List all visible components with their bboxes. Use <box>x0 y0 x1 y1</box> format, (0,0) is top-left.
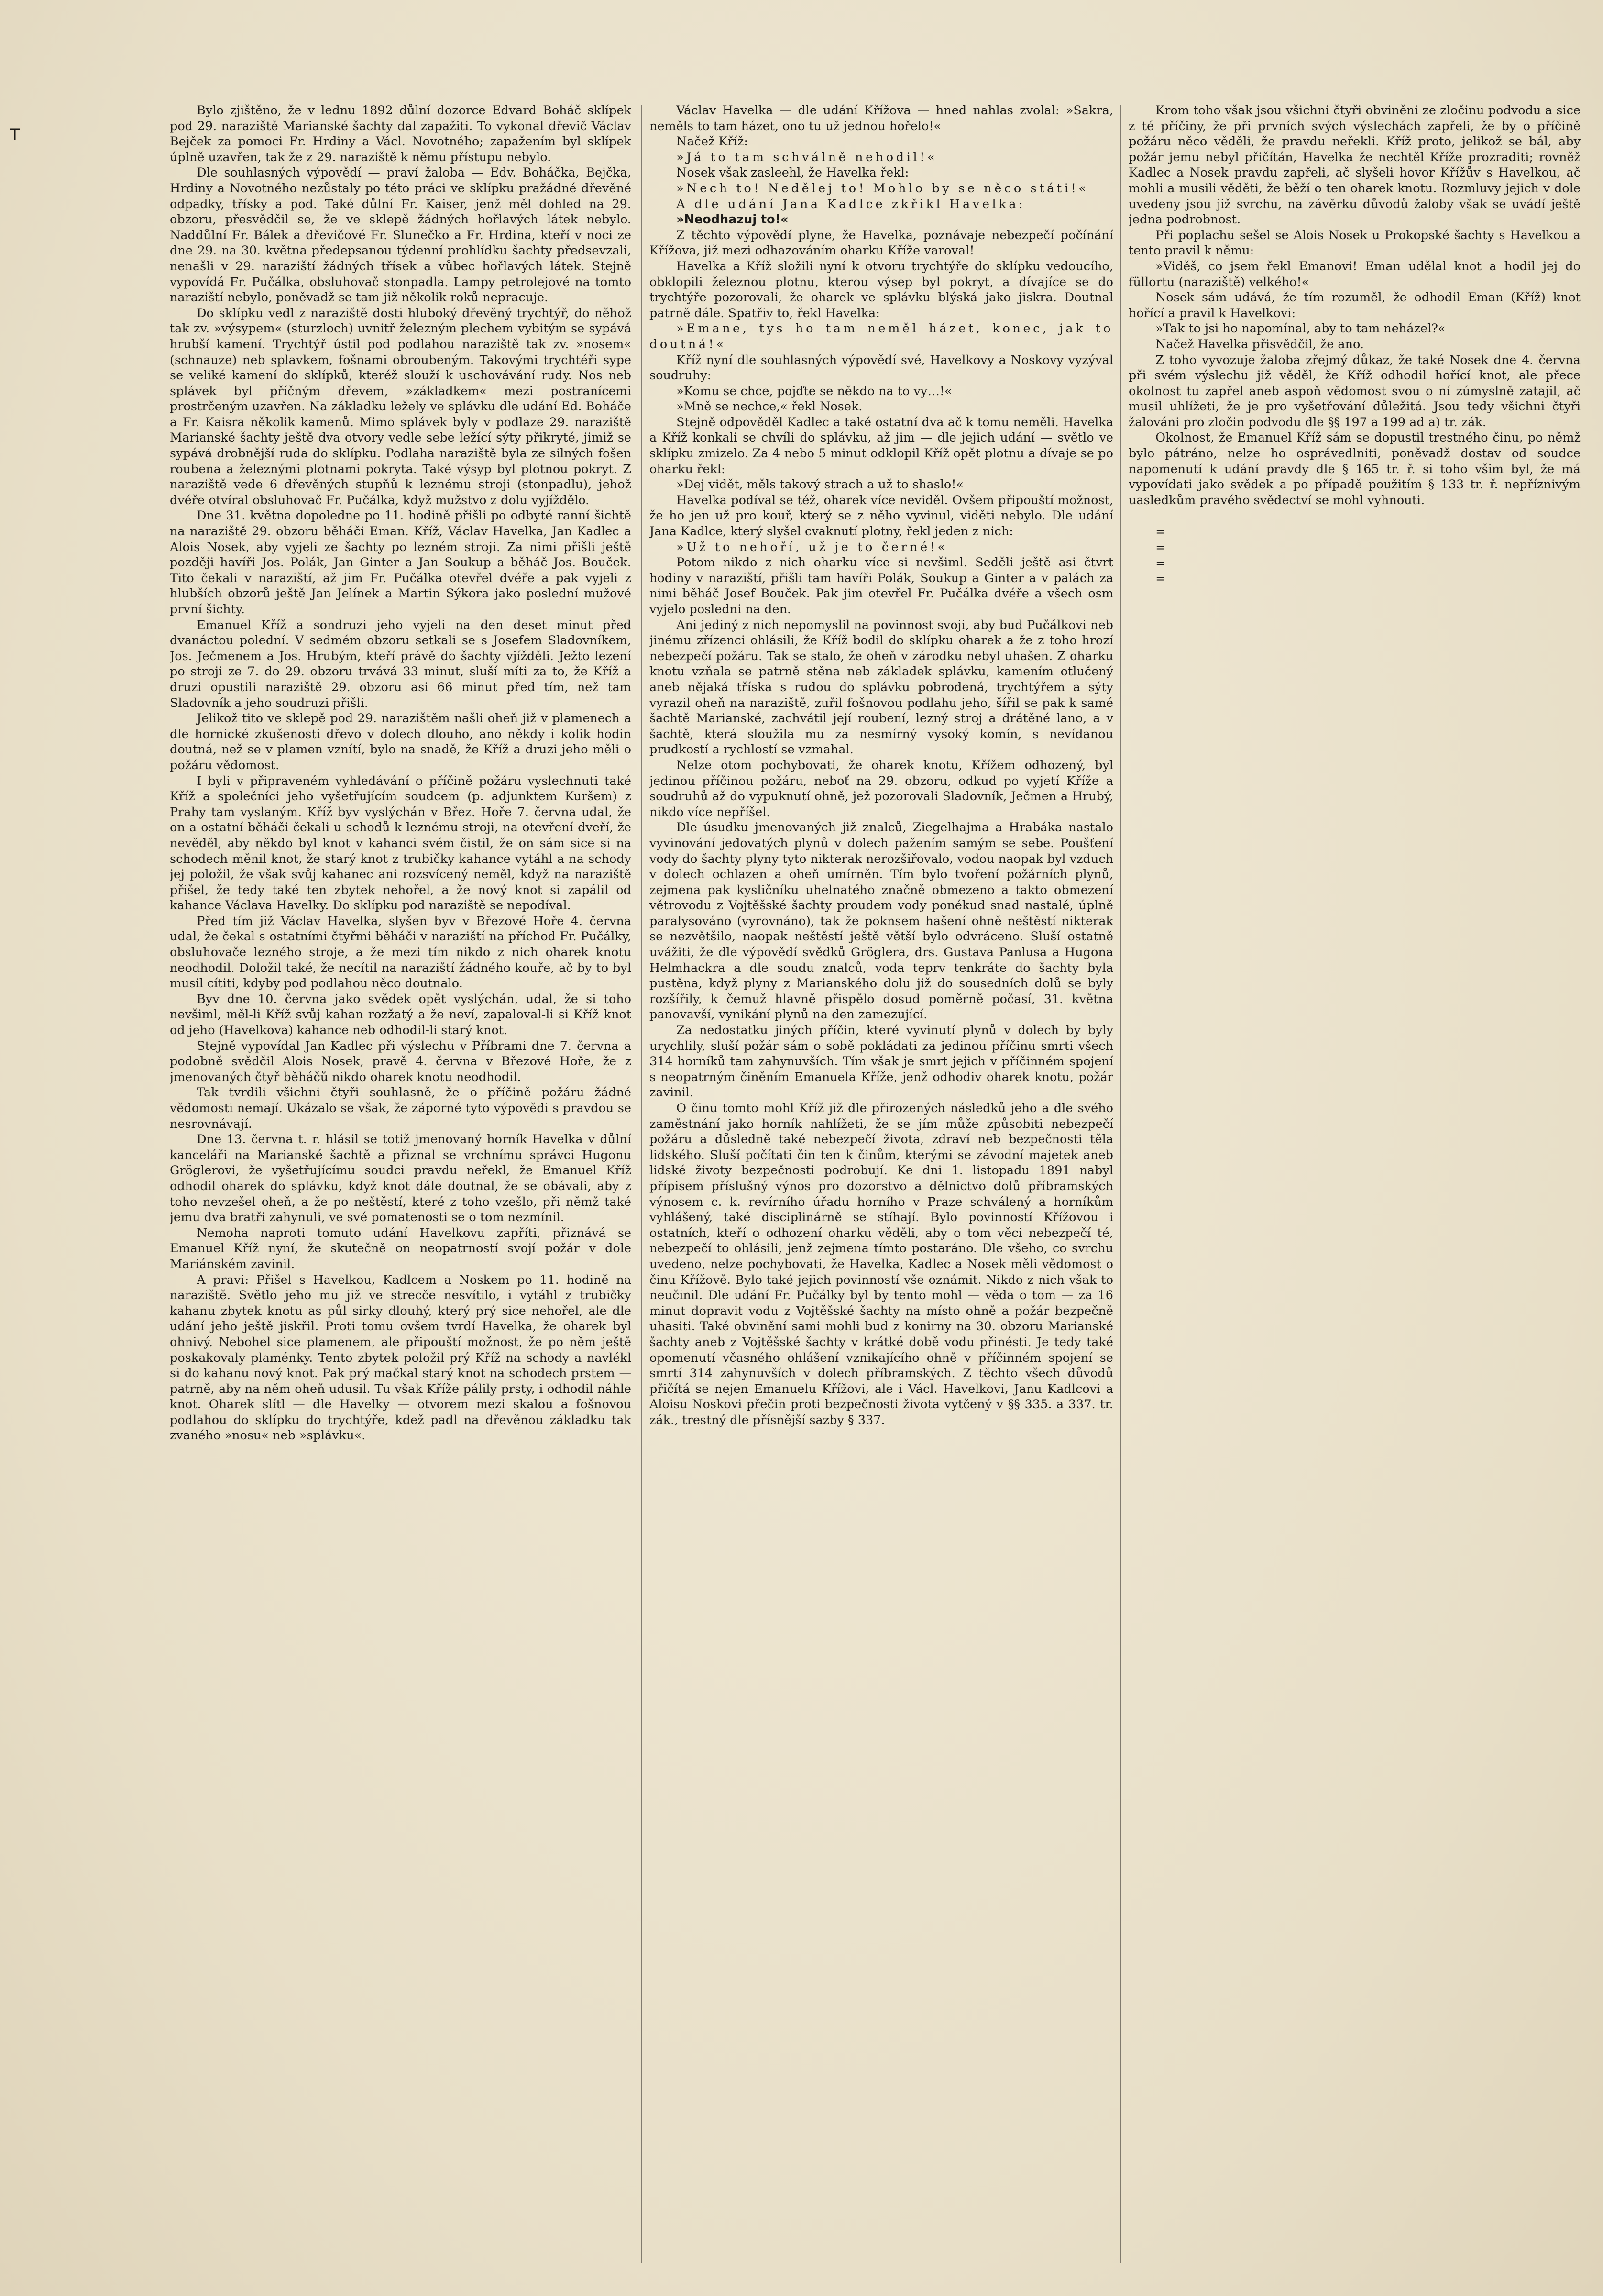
article-paragraph: Jelikož tito ve sklepě pod 29. narazištěm našli oheň již v plamenech a dle hornické zkušenosti dřevo v dolech dlouho, ano někdy i kolik hodin doutná, než se v plamen vznítí, bylo na snadě, že Kříž a druzi jeho měli o požáru vědomost. <box>170 711 631 773</box>
section-divider <box>1129 511 1581 512</box>
column-rule <box>1120 105 1121 2263</box>
quote-line: Nosek však zasleehl, že Havelka řekl: <box>676 166 909 180</box>
quote-line: »Už to nehoří, už je to černé!« <box>676 540 948 554</box>
article-paragraph: I byli v připraveném vyhledávání o příčině požáru vyslechnuti také Kříž a společníci jeho vyšetřujícím soudcem (p. adjunktem Kuršem) z Prahy tam vyslaným. Kříž byv vyslýchán v Břez. Hoře 7. června udal, že on a ostatní běháči čekali u schodů k leznému stroji, na otevření dveří, že nevěděl, aby někdo byl knot v kahanci svém čistil, že on sám sice si na schodech měnil knot, že starý knot z trubičky kahance vytáhl a na schody jej položil, že však svůj kahanec ani rozsvícený neměl, když na naraziště přišel, že tedy také ten zbytek nehořel, a že nový knot si zapálil od kahance Václava Havelky. Do sklípku pod naraziště se nepodíval. <box>170 773 631 913</box>
article-paragraph: Potom nikdo z nich oharku více si nevšiml. Seděli ještě asi čtvrt hodiny v naraziští, přišli tam havíři Polák, Soukup a Ginter a v palách za nimi běháč Josef Bouček. Pak jim otevřel Fr. Pučálka dvéře a všech osm vyjelo posledni na den. <box>649 555 1113 617</box>
news-item: = <box>1155 572 1166 586</box>
column-1 <box>170 103 631 2265</box>
article-paragraph: Havelka podíval se též, oharek více neviděl. Ovšem připouští možnost, že ho jen už pro kouř, který se z něho vyvinul, viděti nebylo. Dle udání Jana Kadlce, který slyšel cvaknutí plotny, řekl jeden z nich: <box>649 493 1113 539</box>
article-paragraph: Bylo zjištěno, že v lednu 1892 důlní dozorce Edvard Boháč sklípek pod 29. naraziště Marianské šachty dal zapažiti. To vykonal dřevič Václav Bejček za pomoci Fr. Hrdiny a Václ. Novotného; zapažením byl sklípek úplně uzavřen, tak že z 29. naraziště k němu přístupu nebylo. <box>170 103 631 165</box>
news-item: = <box>1155 525 1166 540</box>
article-paragraph: Krom toho však jsou všichni čtyři obviněni ze zločinu podvodu a sice z té příčiny, že při prvních svých výslechách zapřeli, že by o příčině požáru něco věděli, že pravdu neřekli. Kříž proto, jelikož se bál, aby požár jemu nebyl přičítán, Havelka že nechtěl Kříže prozraditi; rovněž Kadlec a Nosek pravdu zapřeli, ač slyšeli hovor Křížův s Havelkou, ač mohli a musili věděti, že běží o ten oharek knotu. Rozmluvy jejich v dole uvedeny jsou již svrchu, na závěrku důvodů žaloby však se uvádí ještě jedna podrobnost. <box>1129 103 1581 227</box>
quote-line: »Tak to jsi ho napomínal, aby to tam neházel?« <box>1155 321 1446 336</box>
news-item: = <box>1155 556 1166 571</box>
quote-line: »Komu se chce, pojďte se někdo na to vy…!« <box>676 384 952 398</box>
article-paragraph: Okolnost, že Emanuel Kříž sám se dopustil trestného činu, po němž bylo pátráno, nelze ho osprávedlniti, poněvadž dostav od soudce napomenutí k udání pravdy dle § 165 tr. ř. si toho všim byl, že má vypovídati jako svědek a po případě použitím § 133 tr. ř. nepříznivým uasledkům pravého svědectví se mohl vyhnouti. <box>1129 430 1581 508</box>
article-paragraph: Dle souhlasných výpovědí — praví žaloba — Edv. Boháčka, Bejčka, Hrdiny a Novotného nezůstaly po této práci ve sklípku pražádné dřevěné odpadky, třísky a pod. Také důlní Fr. Kaiser, jenž měl dohled na 29. obzoru, přesvědčil se, že ve sklepě žádných hořlavých látek nebylo. Naddůlní Fr. Bálek a dřevičové Fr. Slunečko a Fr. Hrdina, kteří v noci ze dne 29. na 30. května předepsanou týdenní prohlídku šachty předsevzali, nenašli v 29. naraziští žádných třísek a vůbec hořlavých látek. Stejně vypovídá Fr. Pučálka, obsluhovač stonpadla. Lampy petrolejové na tomto naraziští nebylo, poněvadž se tam již několik roků nepracuje. <box>170 166 631 305</box>
article-paragraph: Z toho vyvozuje žaloba zřejmý důkaz, že také Nosek dne 4. června při svém výslechu již věděl, že Kříž odhodil hořící knot, ale přece okolnost tu zapřel aneb aspoň vědomost svou o ní zúmyslně zatajil, ač musil uhlížeti, že je pro vyšetřování důležitá. Jsou tedy všichni čtyři žalováni pro zločin podvodu dle §§ 197 a 199 ad a) tr. zák. <box>1129 353 1581 430</box>
article-paragraph: Havelka a Kříž složili nyní k otvoru trychtýře do sklípku vedoucího, obklopili železnou plotnu, kterou výsep byl pokryt, a dívajíce se do trychtýře pozorovali, že oharek ve splávku blýská jako jiskra. Doutnal patrně dále. Spatřiv to, řekl Havelka: <box>649 259 1113 320</box>
quote-line: »Emane, tys ho tam neměl házet, konec, jak to doutná!« <box>649 321 1113 352</box>
article-paragraph: Při poplachu sešel se Alois Nosek u Prokopské šachty s Havelkou a tento pravil k němu: <box>1129 228 1581 258</box>
article-paragraph: Ani jediný z nich nepomyslil na povinnost svoji, aby bud Pučálkovi neb jinému zřízenci ohlásili, že Kříž bodil do sklípku oharek a že z toho hrozí nebezpečí požáru. Tak se stalo, že oheň v zárodku nebyl uhašen. Z oharku knotu vzňala se patrně stěna neb základek splávku, kamením otlučený aneb nějaká tříska s rudou do splávku pobrodená, trychtýřem a sýty vyrazil oheň na naraziště, zuřil fošnovou podlahu jeho, šířil se pak k samé šachtě Marianské, zachvátil její roubení, lezný stroj a drátěné lano, a v šachtě, která sloužila mu za nesmírný vysoký komín, s nevídanou prudkostí a rychlostí se vzmahal. <box>649 618 1113 757</box>
article-paragraph: Nemoha naproti tomuto udání Havelkovu zapříti, přiznává se Emanuel Kříž nyní, že skutečně on neopatrností svojí požár v dole Mariánském zavinil. <box>170 1225 631 1271</box>
section-divider <box>1129 520 1581 521</box>
quote-line: »Nech to! Nedělej to! Mohlo by se něco státi!« <box>676 181 1089 196</box>
quote-line: »Mně se nechce,« řekl Nosek. <box>676 399 863 414</box>
column-3 <box>1129 103 1581 2265</box>
article-paragraph: Byv dne 10. června jako svědek opět vyslýchán, udal, že si toho nevšiml, měl-li Kříž svůj kahan rozžatý a že neví, zapaloval-li si Kříž knot od jeho (Havelkova) kahance neb odhodil-li starý knot. <box>170 992 631 1038</box>
article-paragraph: Nelze otom pochybovati, že oharek knotu, Křížem odhozený, byl jedinou příčinou požáru, neboť na 29. obzoru, odkud po vyjetí Kříže a soudruhů až do vypuknutí ohně, jež pozorovali Sladovník, Ječmen a Hrubý, nikdo více nepříšel. <box>649 758 1113 819</box>
quote-line: Načež Kříž: <box>676 134 748 149</box>
quote-line: »Viděš, co jsem řekl Emanovi! Eman udělal knot a hodil jej do füllortu (naraziště) velkého!« <box>1129 259 1581 289</box>
article-paragraph: Nosek sám udává, že tím rozuměl, že odhodil Eman (Kříž) knot hořící a pravil k Havelkovi: <box>1129 290 1581 320</box>
article-paragraph: Václav Havelka — dle udání Křížova — hned nahlas zvolal: »Sakra, neměls to tam házet, ono tu už jednou hořelo!« <box>649 103 1113 133</box>
news-item: = <box>1155 541 1166 555</box>
article-paragraph: Načež Havelka přisvědčil, že ano. <box>1155 337 1364 352</box>
article-paragraph: Emanuel Kříž a sondruzi jeho vyjeli na den deset minut před dvanáctou polední. V sedmém obzoru setkali se s Josefem Sladovníkem, Jos. Ječmenem a Jos. Hrubým, kteří právě do šachty vjížděli. Ježto lezení po stroji ze 7. do 29. obzoru trvává 33 minut, sluší míti za to, že Kříž a druzi opustili naraziště 29. obzoru asi 66 minut před tím, než tam Sladovník a jeho soudruzi přišli. <box>170 618 631 710</box>
article-paragraph: Z těchto výpovědí plyne, že Havelka, poznávaje nebezpečí počínání Křížova, již mezi odhazováním oharku Kříže varoval! <box>649 228 1113 258</box>
article-paragraph: Dne 31. května dopoledne po 11. hodině přišli po odbyté ranní šichtě na naraziště 29. obzoru běháči Eman. Kříž, Václav Havelka, Jan Kadlec a Alois Nosek, aby vyjeli ze šachty po lezném stroji. Za nimi přišli ještě později havíři Jos. Polák, Jan Ginter a Jan Soukup a běháč Jos. Bouček. Tito čekali v naraziští, až jim Fr. Pučálka otevřel dvéře a pak vyjeli z hlubších obzorů ještě Jan Jelínek a Martin Sýkora jako poslední mužové první šichty. <box>170 508 631 617</box>
margin-mark-icon <box>9 128 21 141</box>
article-paragraph: Stejně vypovídal Jan Kadlec při výslechu v Příbrami dne 7. června a podobně svědčil Alois Nosek, pravě 4. června v Březové Hoře, že z jmenovaných čtyř běháčů nikdo oharek knotu neodhodil. <box>170 1038 631 1084</box>
article-paragraph: Před tím již Václav Havelka, slyšen byv v Březové Hoře 4. června udal, že čekal s ostatními čtyřmi běháči v naraziští na příchod Fr. Pučálky, obsluhovače lezného stroje, a že mezi tím nikdo z nich oharek knotu neodhodil. Doložil také, že necítil na naraziští žádného kouře, ač by to byl musil cítiti, kdyby pod podlahou něco doutnalo. <box>170 914 631 991</box>
quote-line: A dle udání Jana Kadlce zkřikl Havelka: <box>676 197 1026 211</box>
quote-line: »Neodhazuj to!« <box>676 212 789 227</box>
article-paragraph: Dle úsudku jmenovaných již znalců, Ziegelhajma a Hrabáka nastalo vyvinování jedovatých plynů v dolech pažením samým se sebe. Poušťení vody do šachty plyny tyto nikterak nerozšiřovalo, vodou naopak byl vzduch v dolech ochlazen a oheň umírněn. Tím bylo tvoření požárních plynů, zejmena pak kysličníku uhelnatého značně obmezeno a takto obmezení větrovodu z Vojtěšské šachty proudem vody ponékud snad nastalé, úplně paralysováno (vyrovnáno), tak že poknsem hašení ohně neštěstí nikterak se nezvětšilo, naopak neštěstí ještě větší bylo odvráceno. Sluší ostatně uvážiti, že dle výpovědí svědků Gröglera, drs. Gustava Panlusa a Hugona Helmhackra a dle soudu znalců, voda teprv tenkráte do šachty byla pustěna, když plyny z Marianského dolu již do sousedních dolů se byly rozšířily, k čemuž hlavně přispělo dosud poměrně počasí, 31. května panovavší, vynikání plynů na den zamezující. <box>649 820 1113 1022</box>
quote-line: »Já to tam schválně nehodil!« <box>676 150 938 165</box>
article-paragraph: A pravi: Přišel s Havelkou, Kadlcem a Noskem po 11. hodině na naraziště. Světlo jeho mu již ve strecče nesvítilo, i vytáhl z trubičky kahanu zbytek knotu as půl sirky dlouhý, který prý sice nehořel, ale dle udání jeho ještě jiskřil. Proti tomu ovšem tvrdí Havelka, že oharek byl ohnivý. Nebohel sice plamenem, ale připouští možnost, že po něm ještě poskakovaly plaménky. Tento zbytek položil prý Kříž na schody a navlékl si do kahanu nový knot. Pak prý mačkal starý knot na schodech prstem — patrně, aby na něm oheň udusil. Tu však Kříže pálily prsty, i odhodil náhle knot. Oharek slítl — dle Havelky — otvorem mezi skalou a fošnovou podlahou do sklípku do trychtýře, kdež padl na dřevěnou základku tak zvaného »nosu« neb »splávku«. <box>170 1272 631 1443</box>
column-rule <box>641 105 642 2263</box>
article-paragraph: Tak tvrdili všichni čtyři souhlasně, že o příčině požáru žádné vědomosti nemají. Ukázalo se však, že záporné tyto výpovědi s pravdou se nesrovnávají. <box>170 1085 631 1131</box>
article-paragraph: Za nedostatku jiných příčin, které vyvinutí plynů v dolech by byly urychlily, sluší požár sám o sobě pokládati za jedinou příčinu smrti všech 314 horníků tam zahynuvších. Tím však je smrt jejich v příčinném spojení s neopatrným činěním Emanuela Kříže, jenž odhodiv oharek knotu, požár zavinil. <box>649 1023 1113 1100</box>
article-paragraph: O činu tomto mohl Kříž již dle přirozených následků jeho a dle svého zaměstnání jako horník nahlížeti, že se jím může způsobiti nebezpečí požáru a důsledně také nebezpečí života, zdraví neb bezpečnosti těla lidského. Sluší počítati čin ten k činům, kterými se závodní majetek aneb lidské životy bezpečnosti podrobují. Ke dni 1. listopadu 1891 nabyl přípisem příslušný výnos pro dozorstvo a dělnictvo dolů příbramských výnosem c. k. revírního úřadu horního v Praze schválený a horníkům vyhlášený, také disciplinárně se stíhají. Bylo povinností Křížovou i ostatních, kteří o odhození oharku věděli, aby o tom věci nebezpečí té, nebezpečí to ohlásili, jenž zejmena tímto postaráno. Dle všeho, co svrchu uvedeno, nelze pochybovati, že Havelka, Kadlec a Nosek měli vědomost o činu Křížově. Bylo také jejich povinností vše oznámit. Nikdo z nich však to neučinil. Dle udání Fr. Pučálky byl by tento mohl — věda o tom — za 16 minut dopravit vodu z Vojtěšské šachty na místo ohně a požár bezpečně uhasiti. Také obvinění sami mohli bud z konirny na 30. obzoru Marianské šachty aneb z Vojtěšské šachty v krátké době vodu přinésti. Je tedy také opomenutí včasného ohlášení vznikajícího ohně v příčinném spojení se smrtí 314 zahynuvších v dolech příbramských. Z těchto všech důvodů přičítá se nejen Emanuelu Křížovi, ale i Václ. Havelkovi, Janu Kadlcovi a Aloisu Noskovi přečin proti bezpečnosti života vytčený v §§ 335. a 337. tr. zák., trestný dle přísnější sazby § 337. <box>649 1101 1113 1427</box>
article-paragraph: Stejně odpověděl Kadlec a také ostatní dva ač k tomu neměli. Havelka a Kříž konkali se chvíli do splávku, až jim — dle jejich udání — světlo ve sklípku zmizelo. Za 4 nebo 5 minut odklopil Kříž opět plotnu a dívaje se po oharku řekl: <box>649 415 1113 476</box>
article-paragraph: Kříž nyní dle souhlasných výpovědí své, Havelkovy a Noskovy vyzýval soudruhy: <box>649 353 1113 383</box>
column-2 <box>649 103 1113 2265</box>
article-paragraph: Dne 13. června t. r. hlásil se totiž jmenovaný horník Havelka v důlní kanceláři na Marianské šachtě a přiznal se vrchnímu správci Hugonu Gröglerovi, že vyšetřujícímu soudci pravdu neřekl, že Emanuel Kříž odhodil oharek do splávku, když knot dále doutnal, že se obávali, aby z toho nevzešel oheň, a že po neštěstí, které z toho vzešlo, při němž také jemu dva bratři zahynuli, ve své pomatenosti se o tom nezmínil. <box>170 1132 631 1225</box>
quote-line: »Dej vidět, měls takový strach a už to shaslo!« <box>676 477 964 492</box>
article-paragraph: Do sklípku vedl z naraziště dosti hluboký dřevěný trychtýř, do něhož tak zv. »výsypem« (sturzloch) uvnitř železným plechem vybitým se sypává hrubší kamení. Trychtýř ústil pod podlahou naraziště tak zv. »nosem« (schnauze) neb splavkem, fošnami obroubeným. Takovými trychtéři sype se veliké kamení do sklípků, kteréž slouží k uschovávání rudy. Nos neb splávek byl příčným dřevem, »základkem« mezi postranícemi prostrčeným uzavřen. Na základku ležely ve splávku dle udání Ed. Boháče a Fr. Kaisra několik kamenů. Mimo splávek byly v podlaze 29. naraziště Marianské šachty ještě dva otvory vedle sebe ležící sýty přikryté, jimiž se sypává drobnější ruda do sklípku. Podlaha naraziště byla ze silných fošen roubena a železnými plotnami pokryta. Také výsyp byl plotnou pokryt. Z naraziště vede 6 dřevěných stupňů k leznému stroji (stonpadlu), jehož dvéře otvíral obsluhovač Fr. Pučálka, když mužstvo z dolu vyjíždělo. <box>170 306 631 508</box>
